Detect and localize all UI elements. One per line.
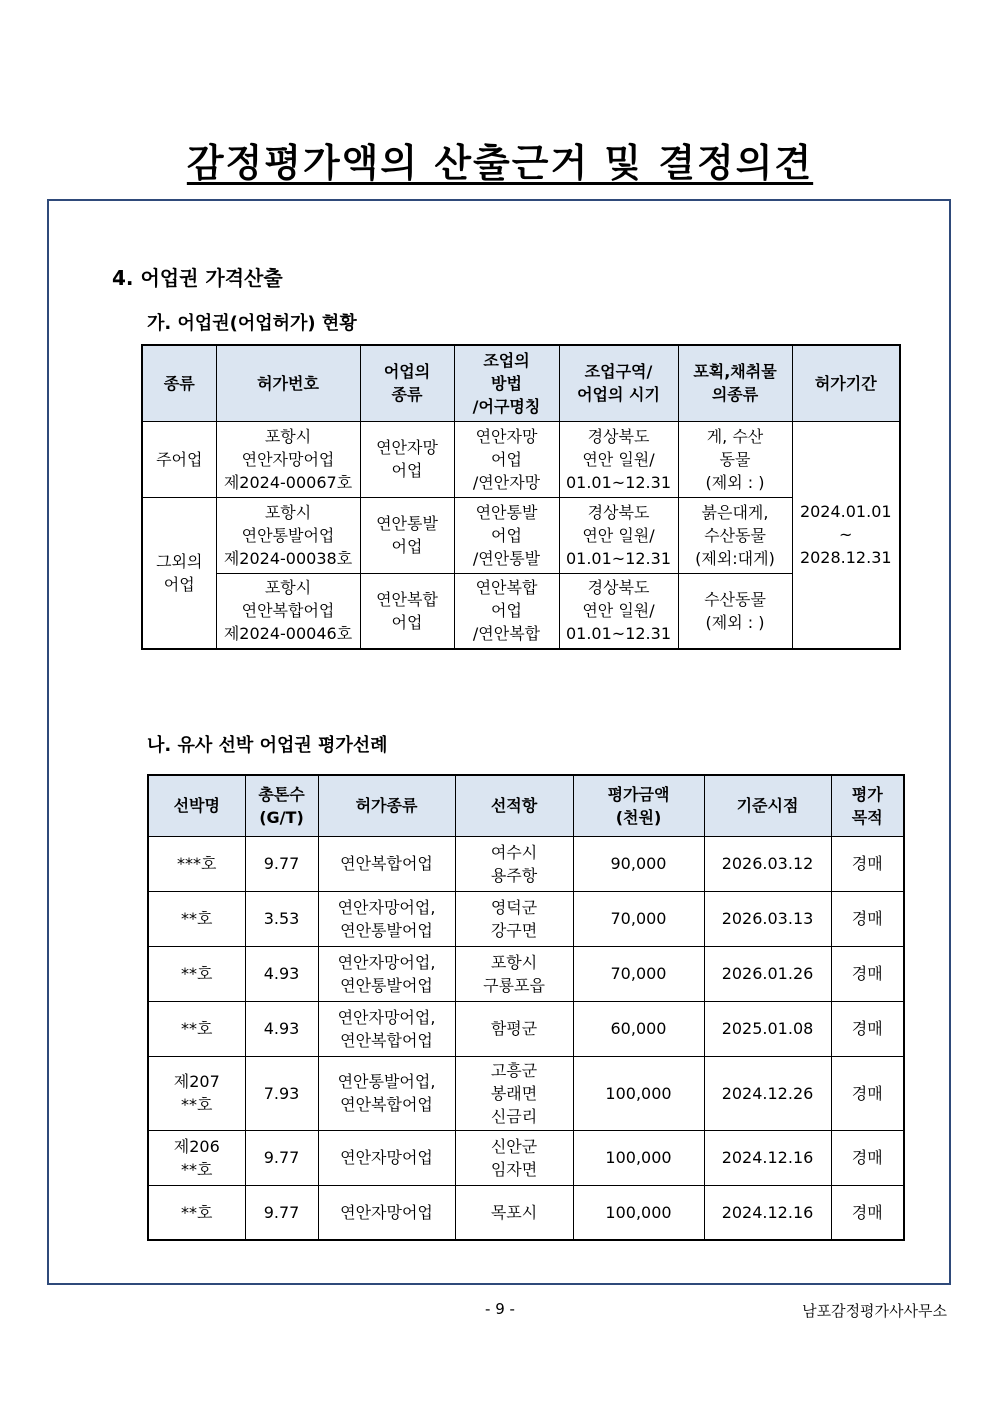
table-header-row	[142, 345, 900, 421]
kind-cell: 연안자망어업, 연안통발어업	[318, 891, 455, 946]
header-cell: 기준시점	[704, 775, 831, 836]
ship-cell: **호	[148, 1001, 245, 1056]
subsection-a-heading: 가. 어업권(어업허가) 현황	[147, 313, 357, 334]
purpose-cell: 경매	[831, 1185, 904, 1240]
page-number: - 9 -	[485, 1300, 515, 1318]
purpose-cell: 경매	[831, 1056, 904, 1130]
permit-cell: 포항시 연안자망어업 제2024-00067호	[216, 421, 360, 497]
header-cell: 종류	[142, 345, 216, 421]
office-name: 남포감정평가사사무소	[802, 1302, 947, 1320]
header-cell: 선박명	[148, 775, 245, 836]
tonnage-cell: 9.77	[245, 1185, 318, 1240]
category-cell: 그외의 어업	[142, 497, 216, 649]
table-row	[148, 1001, 904, 1056]
table-row	[148, 1130, 904, 1185]
header-cell: 총톤수 (G/T)	[245, 775, 318, 836]
date-cell: 2024.12.16	[704, 1185, 831, 1240]
fishery-type-cell: 연안자망 어업	[360, 421, 454, 497]
table-row	[148, 891, 904, 946]
amount-cell: 100,000	[573, 1130, 704, 1185]
header-cell: 어업의 종류	[360, 345, 454, 421]
method-cell: 연안자망 어업 /연안자망	[454, 421, 559, 497]
amount-cell: 70,000	[573, 891, 704, 946]
fishing-rights-table	[141, 344, 901, 650]
table-header-row	[148, 775, 904, 836]
table-row	[142, 497, 900, 573]
tonnage-cell: 7.93	[245, 1056, 318, 1130]
kind-cell: 연안자망어업, 연안복합어업	[318, 1001, 455, 1056]
ship-cell: ***호	[148, 836, 245, 891]
catch-cell: 수산동물 (제외 : )	[678, 573, 792, 649]
subsection-b-heading: 나. 유사 선박 어업권 평가선례	[147, 735, 388, 756]
port-cell: 영덕군 강구면	[455, 891, 573, 946]
ship-cell: 제206 **호	[148, 1130, 245, 1185]
table-row	[142, 573, 900, 649]
header-cell: 평가금액 (천원)	[573, 775, 704, 836]
table-row	[148, 836, 904, 891]
amount-cell: 90,000	[573, 836, 704, 891]
ship-cell: **호	[148, 1185, 245, 1240]
header-cell: 허가종류	[318, 775, 455, 836]
port-cell: 신안군 임자면	[455, 1130, 573, 1185]
catch-cell: 붉은대게, 수산동물 (제외:대게)	[678, 497, 792, 573]
date-cell: 2026.03.13	[704, 891, 831, 946]
kind-cell: 연안통발어업, 연안복합어업	[318, 1056, 455, 1130]
ship-cell: **호	[148, 946, 245, 1001]
header-cell: 허가번호	[216, 345, 360, 421]
tonnage-cell: 3.53	[245, 891, 318, 946]
header-cell: 조업의 방법 /어구명칭	[454, 345, 559, 421]
purpose-cell: 경매	[831, 946, 904, 1001]
period-cell: 2024.01.01 ~ 2028.12.31	[792, 421, 900, 649]
header-cell: 평가 목적	[831, 775, 904, 836]
purpose-cell: 경매	[831, 836, 904, 891]
fishery-type-cell: 연안복합 어업	[360, 573, 454, 649]
table-row	[148, 1185, 904, 1240]
section-heading: 4. 어업권 가격산출	[112, 266, 283, 290]
date-cell: 2026.03.12	[704, 836, 831, 891]
amount-cell: 60,000	[573, 1001, 704, 1056]
kind-cell: 연안자망어업	[318, 1130, 455, 1185]
purpose-cell: 경매	[831, 891, 904, 946]
header-cell: 포획,채취물 의종류	[678, 345, 792, 421]
header-cell: 허가기간	[792, 345, 900, 421]
header-cell: 조업구역/ 어업의 시기	[559, 345, 678, 421]
kind-cell: 연안자망어업	[318, 1185, 455, 1240]
amount-cell: 100,000	[573, 1185, 704, 1240]
tonnage-cell: 4.93	[245, 946, 318, 1001]
date-cell: 2025.01.08	[704, 1001, 831, 1056]
category-cell: 주어업	[142, 421, 216, 497]
port-cell: 포항시 구룡포읍	[455, 946, 573, 1001]
purpose-cell: 경매	[831, 1130, 904, 1185]
date-cell: 2024.12.26	[704, 1056, 831, 1130]
table-row	[142, 421, 900, 497]
port-cell: 목포시	[455, 1185, 573, 1240]
zone-cell: 경상북도 연안 일원/ 01.01~12.31	[559, 497, 678, 573]
method-cell: 연안복합 어업 /연안복합	[454, 573, 559, 649]
page-title: 감정평가액의 산출근거 및 결정의견	[186, 141, 814, 185]
port-cell: 고흥군 봉래면 신금리	[455, 1056, 573, 1130]
tonnage-cell: 9.77	[245, 1130, 318, 1185]
header-cell: 선적항	[455, 775, 573, 836]
catch-cell: 게, 수산 동물 (제외 : )	[678, 421, 792, 497]
method-cell: 연안통발 어업 /연안통발	[454, 497, 559, 573]
table-row	[148, 1056, 904, 1130]
fishery-type-cell: 연안통발 어업	[360, 497, 454, 573]
amount-cell: 100,000	[573, 1056, 704, 1130]
zone-cell: 경상북도 연안 일원/ 01.01~12.31	[559, 421, 678, 497]
appraisal-cases-table	[147, 774, 905, 1241]
tonnage-cell: 4.93	[245, 1001, 318, 1056]
ship-cell: 제207 **호	[148, 1056, 245, 1130]
tonnage-cell: 9.77	[245, 836, 318, 891]
purpose-cell: 경매	[831, 1001, 904, 1056]
amount-cell: 70,000	[573, 946, 704, 1001]
port-cell: 함평군	[455, 1001, 573, 1056]
zone-cell: 경상북도 연안 일원/ 01.01~12.31	[559, 573, 678, 649]
permit-cell: 포항시 연안복합어업 제2024-00046호	[216, 573, 360, 649]
kind-cell: 연안자망어업, 연안통발어업	[318, 946, 455, 1001]
port-cell: 여수시 용주항	[455, 836, 573, 891]
date-cell: 2024.12.16	[704, 1130, 831, 1185]
date-cell: 2026.01.26	[704, 946, 831, 1001]
ship-cell: **호	[148, 891, 245, 946]
kind-cell: 연안복합어업	[318, 836, 455, 891]
table-row	[148, 946, 904, 1001]
permit-cell: 포항시 연안통발어업 제2024-00038호	[216, 497, 360, 573]
